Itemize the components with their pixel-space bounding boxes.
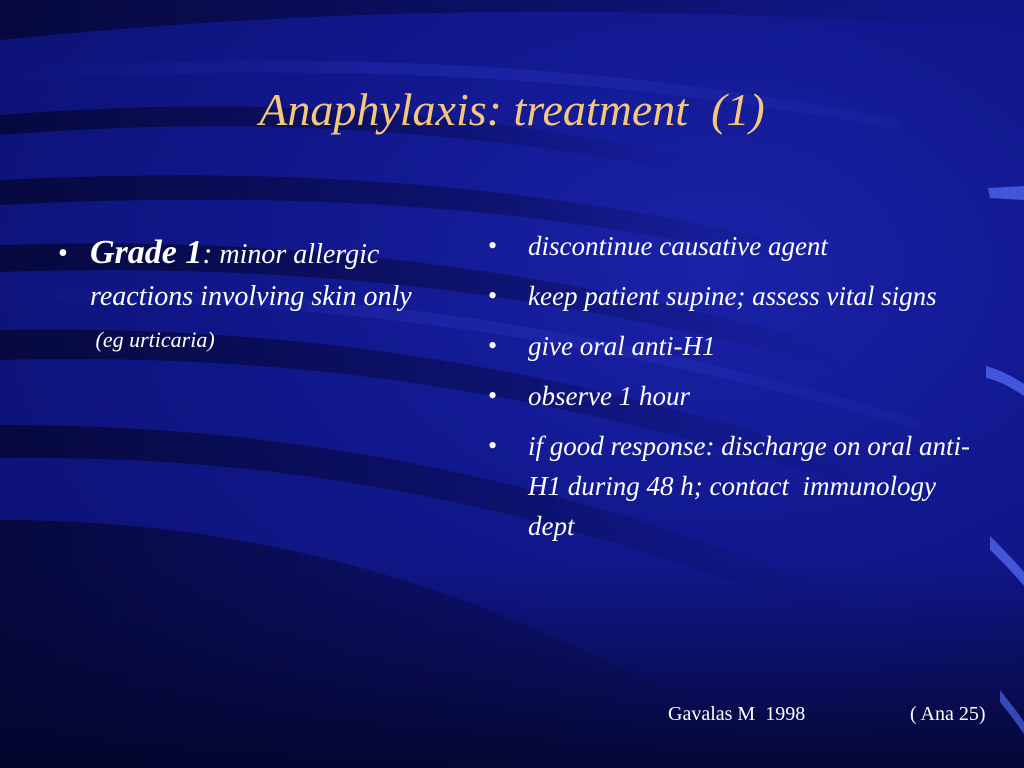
list-item <box>488 276 988 316</box>
footer-reference: ( Ana 25) <box>910 703 986 725</box>
list-item-text: discontinue causative agent <box>528 231 828 261</box>
list-item-text: keep patient supine; assess vital signs <box>528 281 937 311</box>
bullet-marker: • <box>488 231 498 260</box>
bullet-marker: • <box>488 431 498 460</box>
slide-title: Anaphylaxis: treatment (1) <box>259 84 765 135</box>
list-item <box>488 326 988 366</box>
footer-author: Gavalas M 1998 <box>668 703 806 725</box>
swoosh-band <box>0 0 1024 40</box>
bottom-shade <box>0 560 1024 768</box>
list-item-text: if good response: discharge on oral anti-H1 during 48 h; contact immunology dept <box>528 431 970 541</box>
treatment-list <box>488 226 988 556</box>
edge-accent <box>986 366 1024 396</box>
edge-accent <box>988 186 1024 200</box>
bullet-marker: • <box>488 381 498 410</box>
list-item-text: give oral anti-H1 <box>528 331 716 361</box>
list-item <box>488 426 988 546</box>
bullet-marker: • <box>488 331 498 360</box>
bullet-marker: • <box>58 238 68 269</box>
grade-description: minor allergic reactions involving skin only <box>90 239 412 312</box>
left-column <box>58 232 458 361</box>
list-item-text: observe 1 hour <box>528 381 690 411</box>
grade-label: Grade 1 <box>90 234 203 271</box>
list-item <box>488 376 988 416</box>
grade-example-note: (eg urticaria) <box>90 327 215 352</box>
left-bullet-item <box>58 232 458 361</box>
list-item <box>488 226 988 266</box>
grade-colon: : <box>202 237 213 270</box>
bullet-marker: • <box>488 281 498 310</box>
grade-1-text <box>90 232 458 361</box>
